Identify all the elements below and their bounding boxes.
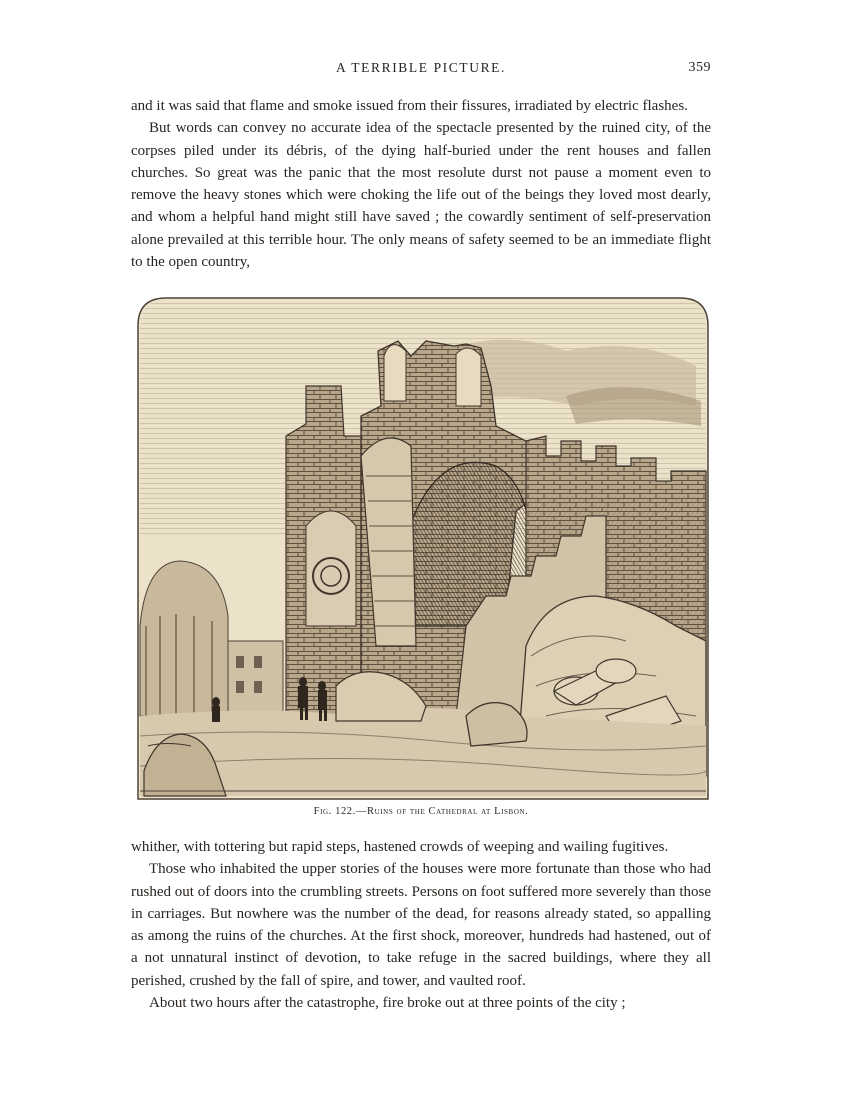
paragraph: and it was said that flame and smoke issued from their fissures, irradiated by electric flashes. — [131, 98, 688, 114]
page-header — [131, 60, 711, 80]
paragraph: whither, with tottering but rapid steps, hastened crowds of weeping and wailing fugitives. — [131, 839, 669, 855]
figure-label: Fig. 122. — [313, 806, 356, 817]
paragraph: Those who inhabited the upper stories of the houses were more fortunate than those who had rushed out of doors into the crumbling streets. Persons on foot suffered more severely than those in carriages. But nowhere was the number of the dead, for reasons already stated, so appalling as among the ruins of the churches. At the first shock, moreover, hundreds had hastened, out of a not unnatural instinct of devotion, to take refuge in the sacred buildings, where they all perished, crushed by the fall of spire, and tower, and vaulted roof. — [131, 861, 711, 989]
body-text-bottom — [131, 836, 711, 1014]
cathedral-ruins-illustration — [136, 296, 710, 801]
running-title: A TERRIBLE PICTURE. — [335, 60, 507, 75]
page-number: 359 — [688, 60, 711, 75]
figure-caption — [131, 806, 711, 817]
paragraph: About two hours after the catastrophe, fire broke out at three points of the city ; — [149, 995, 626, 1012]
paragraph: But words can convey no accurate idea of the spectacle presented by the ruined city, of the corpses piled under its débris, of the dying half-buried under the rent houses and fallen churches. So great was the panic that the most resolute durst not pause a moment even to remove the heavy stones which were choking the life out of the beings they loved most dearly, and whom a helpful hand might still have saved ; the cowardly sentiment of self-preservation alone prevailed at this terrible hour. The only means of safety seemed to be an immediate flight to the open country, — [131, 120, 711, 271]
figure-caption-text: —Ruins of the Cathedral at Lisbon. — [355, 806, 529, 817]
body-text-top — [131, 95, 711, 273]
